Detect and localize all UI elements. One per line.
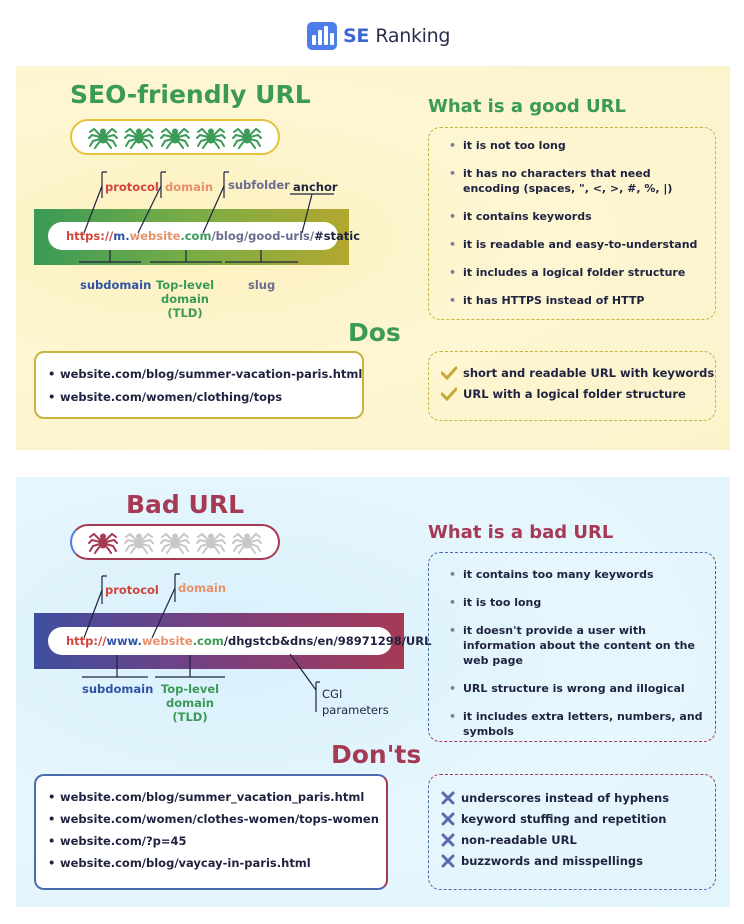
criteria-item: • it has HTTPS instead of HTTP (447, 293, 705, 308)
cross-icon (441, 812, 455, 826)
label-slug: slug (248, 278, 276, 292)
dos-title: Dos (348, 318, 401, 347)
url-slash: / (309, 229, 315, 243)
label-subdomain: subdomain (80, 278, 152, 292)
good-url-title: SEO-friendly URL (70, 80, 311, 109)
url-protocol: https:// (66, 229, 114, 243)
criteria-item: • URL structure is wrong and illogical (447, 681, 705, 696)
label-subfolder: subfolder (228, 178, 290, 192)
url-subdomain: www. (106, 634, 142, 648)
good-url-heading: What is a good URL (428, 96, 626, 117)
url-domain: website (141, 634, 193, 648)
donts-cross-item: keyword stuffing and repetition (441, 812, 669, 826)
donts-examples-box (34, 774, 388, 890)
bad-url-heading: What is a bad URL (428, 522, 614, 543)
donts-example: • website.com/blog/summer_vacation_paris.html (48, 790, 379, 805)
label-domain: domain (165, 180, 214, 194)
label-tld: Top-level domain (TLD) (155, 278, 215, 320)
label-cgi-parameters: CGI parameters (322, 687, 389, 717)
criteria-item: • it contains too many keywords (447, 567, 705, 582)
dos-example: • website.com/blog/summer-vacation-paris.html (48, 367, 362, 382)
donts-title: Don'ts (331, 740, 422, 769)
url-slug: good-urls (248, 229, 310, 243)
donts-example: • website.com/blog/vaycay-in-paris.html (48, 856, 379, 871)
donts-crosses-box (428, 774, 716, 890)
url-anchor: #static (314, 229, 361, 243)
url-cgi-path: /dhgstcb&dns/en/98971298/URL (223, 634, 432, 648)
label-tld: Top-level domain (TLD) (160, 682, 220, 724)
criteria-item: • it is too long (447, 595, 705, 610)
dos-check-item: short and readable URL with keywords (441, 366, 714, 380)
donts-cross-item: non-readable URL (441, 833, 669, 847)
label-protocol: protocol (105, 180, 159, 194)
donts-example: • website.com/women/clothes-women/tops-women (48, 812, 379, 827)
criteria-item: • it doesn't provide a user with information about the content on the web page (447, 623, 705, 668)
criteria-item: • it includes a logical folder structure (447, 265, 705, 280)
dos-check-item: URL with a logical folder structure (441, 387, 714, 401)
label-anchor: anchor (293, 180, 338, 194)
brand-name: SE Ranking (343, 25, 451, 47)
cross-icon (441, 833, 455, 847)
url-protocol: http:// (66, 634, 107, 648)
dos-example: • website.com/women/clothing/tops (48, 390, 362, 405)
criteria-item: • it is readable and easy-to-understand (447, 237, 705, 252)
donts-example: • website.com/?p=45 (48, 834, 379, 849)
label-protocol: protocol (105, 583, 159, 597)
criteria-item: • it has no characters that need encoding (spaces, ", <, >, #, %, |) (447, 166, 705, 196)
bad-url-title: Bad URL (126, 490, 245, 519)
donts-cross-item: buzzwords and misspellings (441, 854, 669, 868)
donts-cross-item: underscores instead of hyphens (441, 791, 669, 805)
criteria-item: • it includes extra letters, numbers, and symbols (447, 709, 705, 739)
url-subdomain: m. (113, 229, 130, 243)
url-tld: .com (180, 229, 212, 243)
cross-icon (441, 854, 455, 868)
cross-icon (441, 791, 455, 805)
url-domain: website (129, 229, 181, 243)
label-domain: domain (178, 581, 227, 595)
criteria-item: • it is not too long (447, 138, 705, 153)
label-subdomain: subdomain (82, 682, 154, 696)
bad-url-criteria-box (428, 552, 716, 742)
url-tld: .com (192, 634, 224, 648)
url-subfolder: /blog/ (211, 229, 249, 243)
criteria-item: • it contains keywords (447, 209, 705, 224)
